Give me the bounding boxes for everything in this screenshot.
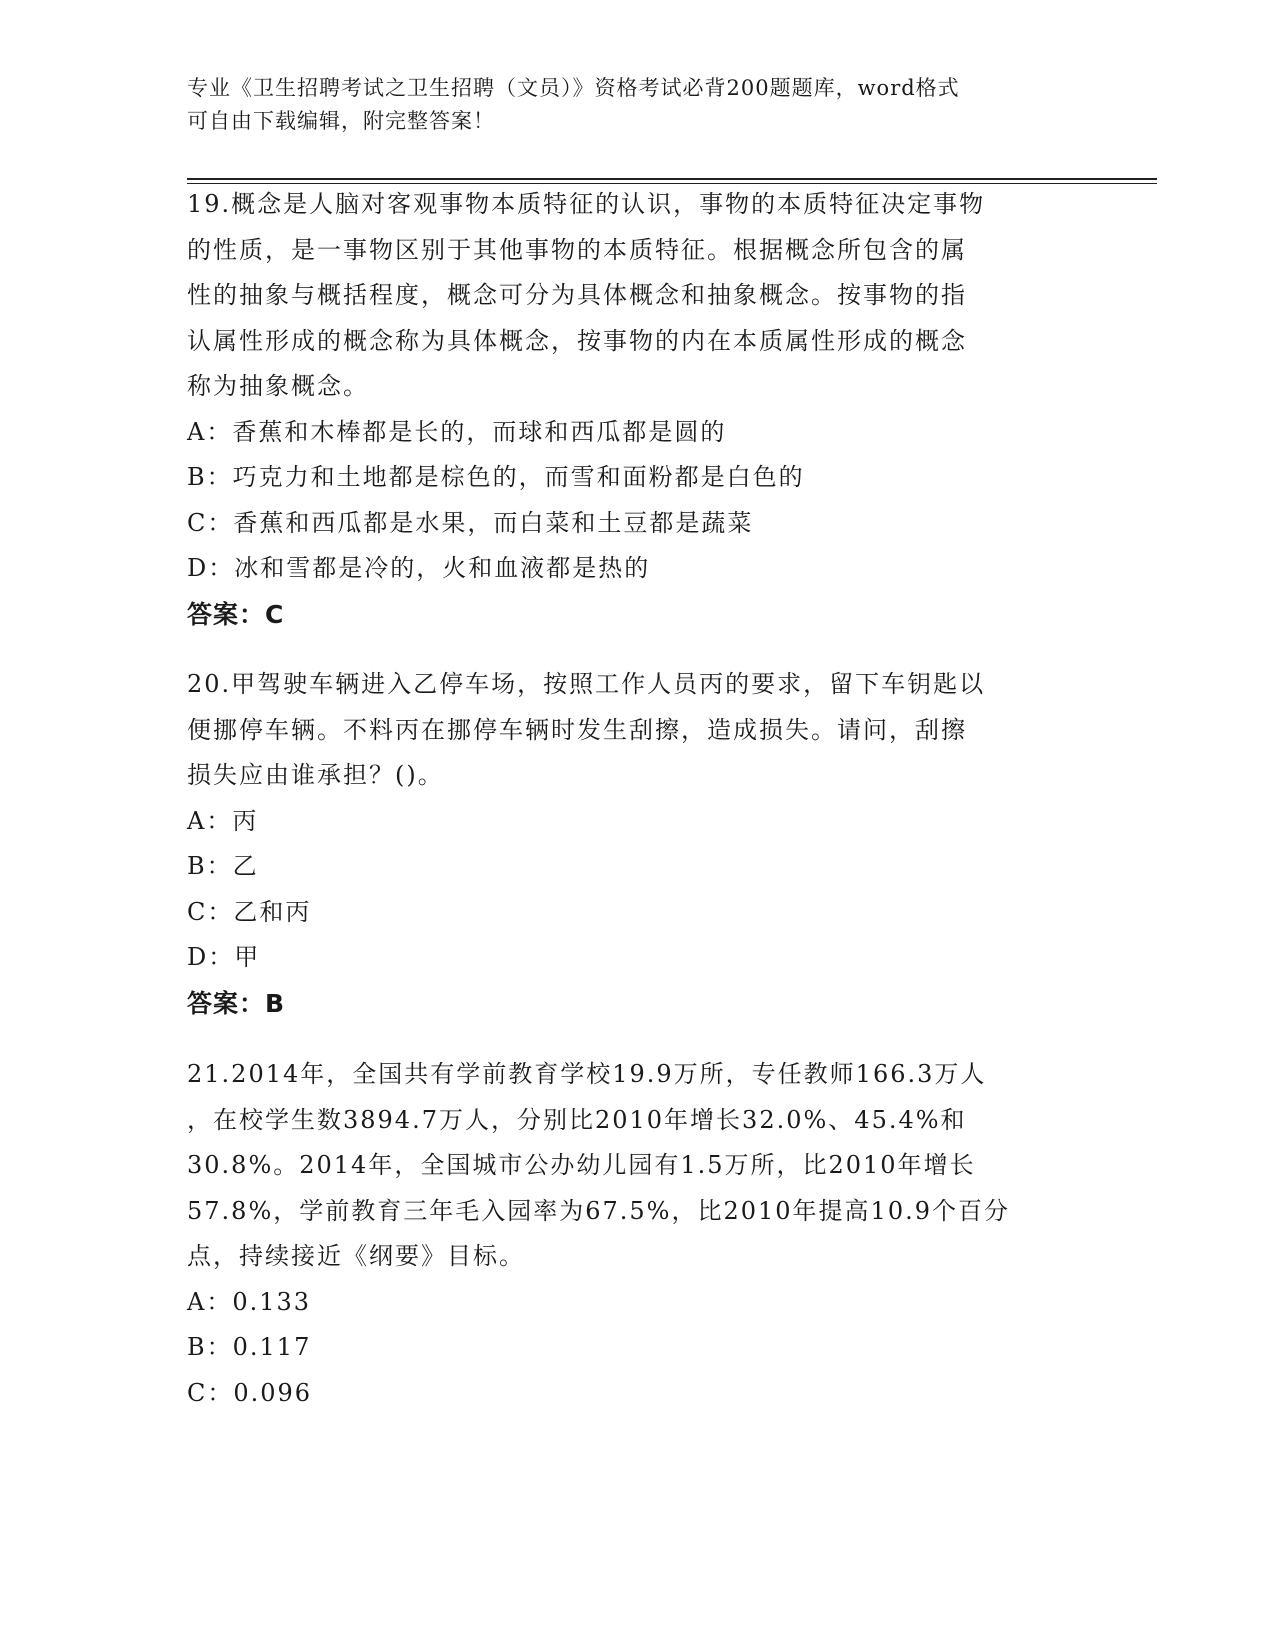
question-stem-line: 19.概念是人脑对客观事物本质特征的认识，事物的本质特征决定事物: [187, 190, 986, 218]
option-a: A：丙: [187, 806, 259, 835]
question-stem-line: 57.8%，学前教育三年毛入园率为67.5%，比2010年提高10.9个百分: [187, 1196, 1010, 1225]
answer-label: 答案：B: [187, 988, 286, 1018]
option-c: C：0.096: [187, 1378, 313, 1407]
option-d: D：甲: [187, 943, 261, 971]
option-c: C：乙和丙: [187, 897, 312, 926]
question-stem-line: 便挪停车辆。不料丙在挪停车辆时发生刮擦，造成损失。请问，刮擦: [187, 715, 967, 744]
header-divider-thick: [187, 178, 1157, 180]
option-a: A：0.133: [187, 1287, 312, 1316]
header-line-2: 可自由下载编辑，附完整答案！: [187, 109, 495, 133]
document-header: [187, 72, 1057, 138]
question-stem-line: 认属性形成的概念称为具体概念，按事物的内在本质属性形成的概念: [187, 326, 967, 355]
question-stem-line: 30.8%。2014年，全国城市公办幼儿园有1.5万所，比2010年增长: [187, 1151, 976, 1179]
option-b: B：乙: [187, 852, 259, 880]
option-a: A：香蕉和木棒都是长的，而球和西瓜都是圆的: [187, 417, 727, 446]
question-20: [187, 662, 1087, 1026]
option-b: B：0.117: [187, 1333, 312, 1361]
question-21: [187, 1052, 1087, 1416]
question-stem-line: 点，持续接近《纲要》目标。: [187, 1242, 525, 1270]
option-b: B：巧克力和土地都是棕色的，而雪和面粉都是白色的: [187, 463, 805, 491]
question-19: [187, 182, 1087, 637]
option-c: C：香蕉和西瓜都是水果，而白菜和土豆都是蔬菜: [187, 508, 754, 537]
question-stem-line: ，在校学生数3894.7万人，分别比2010年增长32.0%、45.4%和: [187, 1105, 967, 1134]
question-stem-line: 性的抽象与概括程度，概念可分为具体概念和抽象概念。按事物的指: [187, 281, 967, 309]
header-line-1: 专业《卫生招聘考试之卫生招聘（文员）》资格考试必背200题题库，word格式: [187, 76, 960, 100]
option-d: D：冰和雪都是冷的，火和血液都是热的: [187, 554, 651, 582]
question-stem-line: 称为抽象概念。: [187, 372, 369, 400]
question-stem-line: 的性质，是一事物区别于其他事物的本质特征。根据概念所包含的属: [187, 235, 967, 264]
question-stem-line: 20.甲驾驶车辆进入乙停车场，按照工作人员丙的要求，留下车钥匙以: [187, 670, 986, 698]
answer-label: 答案：C: [187, 599, 285, 629]
question-stem-line: 21.2014年，全国共有学前教育学校19.9万所，专任教师166.3万人: [187, 1060, 987, 1088]
question-stem-line: 损失应由谁承担？()。: [187, 761, 444, 789]
